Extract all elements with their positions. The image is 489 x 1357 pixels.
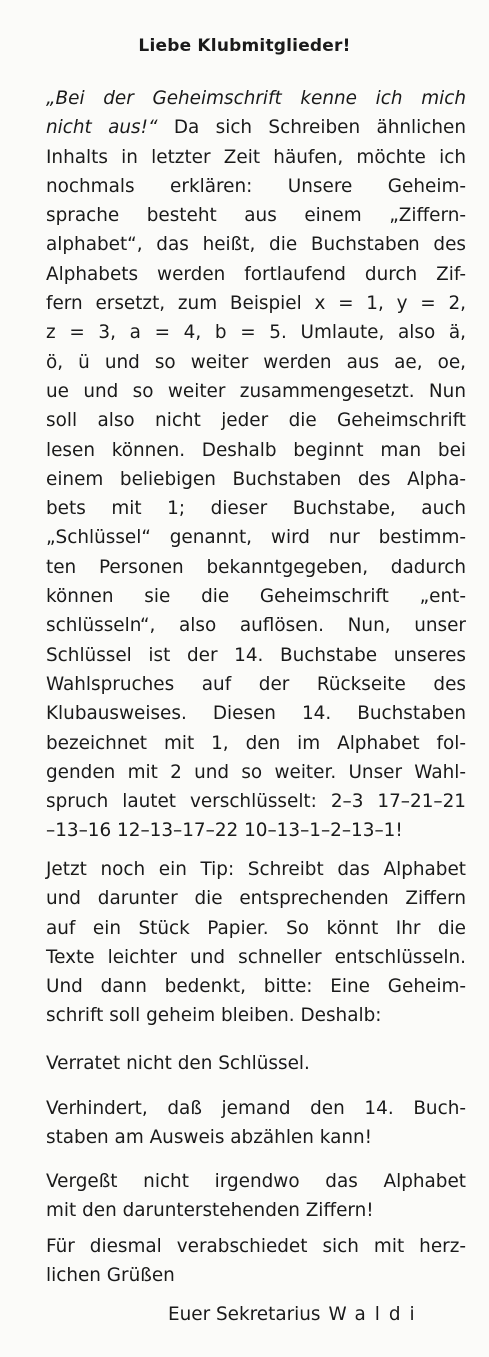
text-line: Texte leichter und schneller entschlüsseln. bbox=[46, 946, 466, 968]
text-line: Verhindert, daß jemand den 14. Buch- bbox=[46, 1098, 466, 1119]
page-title: Liebe Klubmitglieder! bbox=[138, 36, 351, 56]
paragraph-closing bbox=[46, 1232, 466, 1291]
text-line: Inhalts in letzter Zeit häufen, möchte ich bbox=[46, 146, 466, 168]
text-line: Alphabets werden fortlaufend durch Zif- bbox=[46, 263, 466, 285]
text-line: können sie die Geheimschrift „ent- bbox=[46, 586, 466, 608]
signature-prefix: Euer Sekretarius bbox=[168, 1304, 321, 1325]
paragraph-rule-1 bbox=[46, 1049, 466, 1078]
text-line: Verratet nicht den Schlüssel. bbox=[46, 1053, 310, 1074]
text-line: Schlüssel ist der 14. Buchstabe unseres bbox=[46, 644, 466, 666]
text-line: Vergeßt nicht irgendwo das Alphabet bbox=[46, 1171, 466, 1192]
text-line: bets mit 1; dieser Buchstabe, auch bbox=[46, 498, 466, 520]
text-line: alphabet“, das heißt, die Buchstaben des bbox=[46, 234, 466, 256]
quote-end: nicht aus!“ bbox=[46, 117, 158, 139]
text-line: schrift soll geheim bleiben. Deshalb: bbox=[46, 1005, 382, 1027]
text-line: „Bei der Geheimschrift kenne ich mich bbox=[46, 88, 466, 109]
paragraph-tip bbox=[46, 855, 466, 1031]
text-line bbox=[46, 113, 466, 142]
text-segment: Da sich Schreiben ähnlichen bbox=[157, 117, 466, 139]
text-line: schlüsseln“, also auflösen. Nun, unser bbox=[46, 615, 466, 637]
text-line: spruch lautet verschlüsselt: 2–3 17–21–21 bbox=[46, 791, 466, 813]
text-line: mit den darunterstehenden Ziffern! bbox=[46, 1200, 374, 1222]
text-line: ö, ü und so weiter werden aus ae, oe, bbox=[46, 351, 466, 373]
paragraph-intro bbox=[46, 84, 466, 846]
text-line: staben am Ausweis abzählen kann! bbox=[46, 1127, 373, 1149]
text-line: nochmals erklären: Unsere Geheim- bbox=[46, 175, 466, 197]
paragraph-rule-3 bbox=[46, 1167, 466, 1226]
paragraph-rule-2 bbox=[46, 1094, 466, 1153]
text-line: Klubausweises. Diesen 14. Buchstaben bbox=[46, 703, 466, 725]
text-line: ten Personen bekanntgegeben, dadurch bbox=[46, 556, 466, 578]
signature bbox=[168, 1304, 424, 1325]
text-line: und darunter die entsprechenden Ziffern bbox=[46, 888, 466, 910]
text-line: Für diesmal verabschiedet sich mit herz- bbox=[46, 1236, 466, 1257]
text-line: sprache besteht aus einem „Ziffern- bbox=[46, 205, 466, 227]
text-line: Und dann bedenkt, bitte: Eine Geheim- bbox=[46, 976, 466, 998]
text-line: ue und so weiter zusammengesetzt. Nun bbox=[46, 380, 466, 402]
text-line: auf ein Stück Papier. So könnt Ihr die bbox=[46, 917, 466, 939]
text-line: genden mit 2 und so weiter. Unser Wahl- bbox=[46, 761, 466, 783]
text-line: Jetzt noch ein Tip: Schreibt das Alphabet bbox=[46, 859, 466, 880]
text-line: lichen Grüßen bbox=[46, 1265, 175, 1287]
cipher-line: –13–16 12–13–17–22 10–13–1–2–13–1! bbox=[46, 820, 403, 842]
text-line: lesen können. Deshalb beginnt man bei bbox=[46, 439, 466, 461]
text-line: z = 3, a = 4, b = 5. Umlaute, also ä, bbox=[46, 322, 466, 344]
text-line: fern ersetzt, zum Beispiel x = 1, y = 2, bbox=[46, 293, 466, 315]
text-line: Wahlspruches auf der Rückseite des bbox=[46, 673, 466, 695]
text-line: „Schlüssel“ genannt, wird nur bestimm- bbox=[46, 527, 466, 549]
text-line: einem beliebigen Buchstaben des Alpha- bbox=[46, 468, 466, 490]
text-line: soll also nicht jeder die Geheimschrift bbox=[46, 410, 466, 432]
signature-name: Waldi bbox=[328, 1304, 424, 1325]
text-line: bezeichnet mit 1, den im Alphabet fol- bbox=[46, 732, 466, 754]
